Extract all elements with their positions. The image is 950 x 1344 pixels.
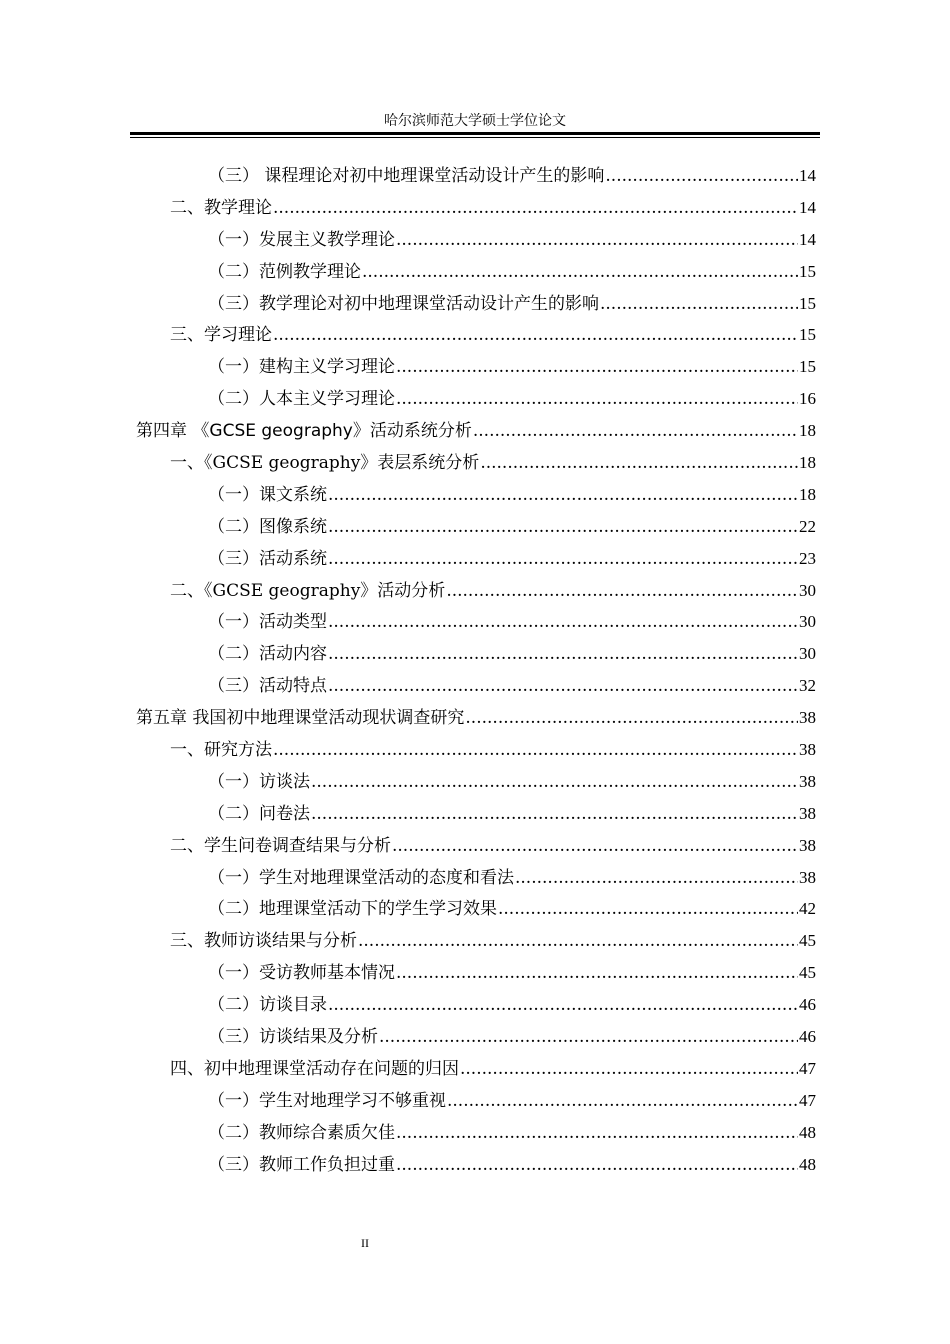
toc-entry[interactable] xyxy=(130,256,816,288)
toc-leader-dots xyxy=(311,799,798,831)
toc-entry-page: 22 xyxy=(799,516,816,536)
toc-entry[interactable] xyxy=(130,1149,816,1181)
toc-entry[interactable] xyxy=(130,734,816,766)
toc-entry-title: 四、初中地理课堂活动存在问题的归因 xyxy=(170,1058,459,1079)
toc-leader-dots xyxy=(379,1022,798,1054)
toc-entry-page: 45 xyxy=(799,931,816,951)
toc-entry-page: 46 xyxy=(799,995,816,1015)
toc-leader-dots xyxy=(498,894,798,926)
toc-entry[interactable] xyxy=(130,893,816,925)
toc-entry[interactable] xyxy=(130,543,816,575)
toc-leader-dots xyxy=(447,1086,798,1118)
toc-entry-page: 30 xyxy=(799,644,816,664)
toc-entry[interactable] xyxy=(130,702,816,734)
toc-entry-page: 18 xyxy=(799,484,816,504)
toc-entry-title: 三、教师访谈结果与分析 xyxy=(170,931,357,952)
toc-leader-dots xyxy=(396,1150,798,1182)
toc-leader-dots xyxy=(328,671,798,703)
toc-leader-dots xyxy=(328,512,798,544)
toc-entry-title: （二）地理课堂活动下的学生学习效果 xyxy=(208,899,497,920)
toc-entry[interactable] xyxy=(130,160,816,192)
toc-entry-page: 42 xyxy=(799,899,816,919)
toc-entry-title: 一、《GCSE geography》表层系统分析 xyxy=(170,453,480,474)
toc-entry[interactable] xyxy=(130,351,816,383)
toc-entry-page: 48 xyxy=(799,1122,816,1142)
toc-leader-dots xyxy=(465,703,798,735)
toc-entry[interactable] xyxy=(130,575,816,607)
toc-entry[interactable] xyxy=(130,670,816,702)
toc-entry-page: 15 xyxy=(799,261,816,281)
toc-entry-title: 三、学习理论 xyxy=(170,325,272,346)
toc-entry-page: 30 xyxy=(799,612,816,632)
toc-entry-title: （一）建构主义学习理论 xyxy=(208,357,395,378)
toc-entry-page: 38 xyxy=(799,708,816,728)
toc-entry-title: 第五章 我国初中地理课堂活动现状调查研究 xyxy=(136,708,465,729)
toc-entry-title: （一）学生对地理课堂活动的态度和看法 xyxy=(208,867,514,888)
toc-entry[interactable] xyxy=(130,1053,816,1085)
toc-leader-dots xyxy=(273,735,798,767)
toc-entry[interactable] xyxy=(130,1021,816,1053)
toc-entry-title: （三）教学理论对初中地理课堂活动设计产生的影响 xyxy=(208,293,599,314)
toc-entry[interactable] xyxy=(130,989,816,1021)
toc-leader-dots xyxy=(605,161,798,193)
toc-leader-dots xyxy=(446,576,798,608)
toc-entry[interactable] xyxy=(130,798,816,830)
toc-entry-title: 一、研究方法 xyxy=(170,740,272,761)
toc-entry[interactable] xyxy=(130,319,816,351)
toc-entry[interactable] xyxy=(130,925,816,957)
toc-leader-dots xyxy=(480,448,798,480)
toc-entry-page: 18 xyxy=(799,453,816,473)
toc-entry[interactable] xyxy=(130,1117,816,1149)
toc-leader-dots xyxy=(311,767,798,799)
toc-entry-page: 14 xyxy=(799,166,816,185)
toc-entry[interactable] xyxy=(130,606,816,638)
toc-entry[interactable] xyxy=(130,957,816,989)
toc-entry[interactable] xyxy=(130,830,816,862)
header-rule-thin xyxy=(130,137,820,138)
toc-leader-dots xyxy=(396,225,798,257)
toc-entry-title: （二）图像系统 xyxy=(208,516,327,537)
toc-entry-title: （三）教师工作负担过重 xyxy=(208,1154,395,1175)
toc-leader-dots xyxy=(362,257,798,289)
toc-entry[interactable] xyxy=(130,638,816,670)
toc-entry-page: 15 xyxy=(799,293,816,313)
toc-entry[interactable] xyxy=(130,192,816,224)
toc-entry-title: （二）教师综合素质欠佳 xyxy=(208,1122,395,1143)
toc-leader-dots xyxy=(515,863,798,895)
toc-entry-page: 30 xyxy=(799,580,816,600)
toc-entry[interactable] xyxy=(130,224,816,256)
toc-entry-page: 14 xyxy=(799,197,816,217)
toc-leader-dots xyxy=(396,958,798,990)
toc-entry-page: 18 xyxy=(799,421,816,441)
toc-leader-dots xyxy=(328,480,798,512)
toc-entry[interactable] xyxy=(130,383,816,415)
toc-leader-dots xyxy=(328,607,798,639)
toc-entry[interactable] xyxy=(130,511,816,543)
toc-leader-dots xyxy=(328,639,798,671)
toc-entry-title: （三） 课程理论对初中地理课堂活动设计产生的影响 xyxy=(208,166,605,186)
toc-entry-page: 38 xyxy=(799,803,816,823)
toc-leader-dots xyxy=(396,384,798,416)
running-header: 哈尔滨师范大学硕士学位论文 xyxy=(384,113,566,129)
toc-entry-title: （二）活动内容 xyxy=(208,644,327,665)
toc-entry-title: 二、教学理论 xyxy=(170,197,272,218)
toc-entry-title: 二、学生问卷调查结果与分析 xyxy=(170,835,391,856)
toc-entry-title: （二）人本主义学习理论 xyxy=(208,389,395,410)
toc-leader-dots xyxy=(460,1054,798,1086)
toc-entry[interactable] xyxy=(130,447,816,479)
toc-entry[interactable] xyxy=(130,479,816,511)
toc-entry-title: （一）受访教师基本情况 xyxy=(208,963,395,984)
page-number: II xyxy=(361,1236,369,1250)
toc-entry-title: （一）访谈法 xyxy=(208,771,310,792)
toc-entry-page: 48 xyxy=(799,1154,816,1174)
toc-entry-title: （二）问卷法 xyxy=(208,803,310,824)
toc-entry-page: 47 xyxy=(799,1090,816,1110)
toc-entry-title: （一）学生对地理学习不够重视 xyxy=(208,1090,446,1111)
toc-leader-dots xyxy=(396,1118,798,1150)
toc-entry-page: 32 xyxy=(799,676,816,696)
toc-entry[interactable] xyxy=(130,288,816,320)
toc-entry-title: （三）活动特点 xyxy=(208,676,327,697)
toc-entry[interactable] xyxy=(130,862,816,894)
toc-entry-page: 38 xyxy=(799,835,816,855)
toc-leader-dots xyxy=(273,193,798,225)
toc-leader-dots xyxy=(358,926,798,958)
toc-entry-page: 46 xyxy=(799,1027,816,1047)
toc-entry-title: （二）访谈目录 xyxy=(208,995,327,1016)
toc-entry-title: （一）课文系统 xyxy=(208,484,327,505)
toc-entry-page: 45 xyxy=(799,963,816,983)
header-rule-thick xyxy=(130,132,820,135)
toc-entry-page: 23 xyxy=(799,548,816,568)
toc-entry-title: 第四章 《GCSE geography》活动系统分析 xyxy=(136,421,472,442)
toc-entry[interactable] xyxy=(130,1085,816,1117)
toc-leader-dots xyxy=(392,831,798,863)
toc-entry-page: 38 xyxy=(799,740,816,760)
toc-entry-title: （一）活动类型 xyxy=(208,612,327,633)
toc-entry-title: （三）活动系统 xyxy=(208,548,327,569)
toc-entry-title: （三）访谈结果及分析 xyxy=(208,1027,378,1048)
toc-leader-dots xyxy=(328,544,798,576)
toc-entry-page: 38 xyxy=(799,771,816,791)
toc-entry-page: 47 xyxy=(799,1058,816,1078)
toc-leader-dots xyxy=(328,990,798,1022)
toc-entry-page: 14 xyxy=(799,229,816,249)
toc-entry[interactable] xyxy=(130,766,816,798)
toc-entry-title: （一）发展主义教学理论 xyxy=(208,229,395,250)
toc-entry-page: 15 xyxy=(799,325,816,345)
toc-entry-page: 38 xyxy=(799,867,816,887)
toc-leader-dots xyxy=(600,289,798,321)
toc-leader-dots xyxy=(273,320,798,352)
toc-entry[interactable] xyxy=(130,415,816,447)
toc-entry-title: （二）范例教学理论 xyxy=(208,261,361,282)
toc-entry-page: 15 xyxy=(799,357,816,377)
toc-leader-dots xyxy=(473,416,798,448)
toc-entry-page: 16 xyxy=(799,389,816,409)
toc-leader-dots xyxy=(396,352,798,384)
table-of-contents xyxy=(130,160,816,1181)
toc-entry-title: 二、《GCSE geography》活动分析 xyxy=(170,580,446,601)
